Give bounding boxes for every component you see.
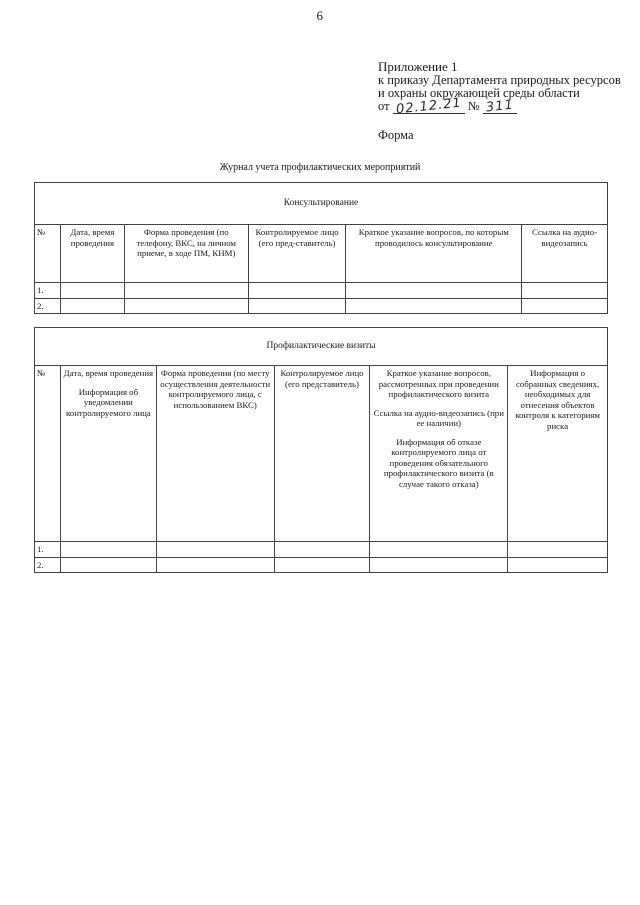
journal-title: Журнал учета профилактических мероприятий <box>219 162 421 173</box>
table-cell[interactable] <box>522 298 608 314</box>
table-cell[interactable] <box>274 542 370 558</box>
handwritten-number: 311 <box>485 97 515 116</box>
header-notification: Информация об уведомлении контролируемого лица <box>65 386 151 418</box>
header-number: № <box>35 225 61 283</box>
table-cell[interactable] <box>60 298 124 314</box>
table-cell[interactable] <box>156 557 274 573</box>
header-number: № <box>35 366 61 542</box>
table-cell[interactable] <box>508 557 608 573</box>
visits-table <box>34 327 608 573</box>
number-prefix: № <box>467 99 480 113</box>
header-form: Форма проведения (по телефону, ВКС, на личном приеме, в ходе ПМ, КНМ) <box>124 225 248 283</box>
row-number: 1. <box>35 542 61 558</box>
consulting-table-title: Консультирование <box>35 183 608 225</box>
page-number: 6 <box>316 8 324 23</box>
header-issues-recording: Ссылка на аудио-видеозапись (при ее наличии) <box>373 407 504 428</box>
table-cell[interactable] <box>156 542 274 558</box>
date-field <box>393 95 465 118</box>
appendix-order-line: к приказу Департамента природных ресурсов <box>378 73 621 87</box>
table-row <box>35 283 608 299</box>
header-form: Форма проведения (по месту осуществления деятельности контролируемого лица, с использованием ВКС) <box>156 366 274 542</box>
header-issues <box>370 366 508 542</box>
table-cell[interactable] <box>60 542 156 558</box>
table-cell[interactable] <box>346 283 522 299</box>
header-person: Контролируемое лицо (его пред-ставитель) <box>248 225 346 283</box>
visits-table-title: Профилактические визиты <box>35 328 608 366</box>
header-date <box>60 366 156 542</box>
table-cell[interactable] <box>248 298 346 314</box>
table-cell[interactable] <box>60 283 124 299</box>
table-row <box>35 298 608 314</box>
header-person: Контролируемое лицо (его представитель) <box>274 366 370 542</box>
header-issues-refusal: Информация об отказе контролируемого лица от проведения обязательного профилактического визита (в случае такого отказа) <box>383 436 494 489</box>
table-cell[interactable] <box>370 542 508 558</box>
appendix-date-line <box>378 95 621 118</box>
table-cell[interactable] <box>508 542 608 558</box>
row-number: 1. <box>35 283 61 299</box>
number-field <box>483 97 517 116</box>
table-cell[interactable] <box>124 283 248 299</box>
header-date: Дата, время проведения <box>60 225 124 283</box>
table-cell[interactable] <box>370 557 508 573</box>
table-row <box>35 542 608 558</box>
header-date-time: Дата, время проведения <box>63 368 154 378</box>
appendix-department-line: и охраны окружающей среды области <box>378 86 580 100</box>
header-recording: Ссылка на аудио-видеозапись <box>522 225 608 283</box>
row-number: 2. <box>35 298 61 314</box>
header-issues: Краткое указание вопросов, по которым проводилось консультирование <box>346 225 522 283</box>
appendix-block <box>378 59 621 118</box>
row-number: 2. <box>35 557 61 573</box>
header-issues-questions: Краткое указание вопросов, рассмотренных при проведении профилактического визита <box>378 368 499 399</box>
date-prefix: от <box>378 99 390 113</box>
consulting-table <box>34 182 608 314</box>
handwritten-date: 02.12.21 <box>395 95 463 118</box>
table-cell[interactable] <box>274 557 370 573</box>
table-cell[interactable] <box>522 283 608 299</box>
table-cell[interactable] <box>124 298 248 314</box>
table-cell[interactable] <box>60 557 156 573</box>
table-cell[interactable] <box>248 283 346 299</box>
form-label: Форма <box>378 128 414 142</box>
appendix-title: Приложение 1 <box>378 59 458 74</box>
header-risk-info: Информация о собранных сведениях, необходимых для отнесения объектов контроля к категориям риска <box>508 366 608 542</box>
table-cell[interactable] <box>346 298 522 314</box>
table-row <box>35 557 608 573</box>
